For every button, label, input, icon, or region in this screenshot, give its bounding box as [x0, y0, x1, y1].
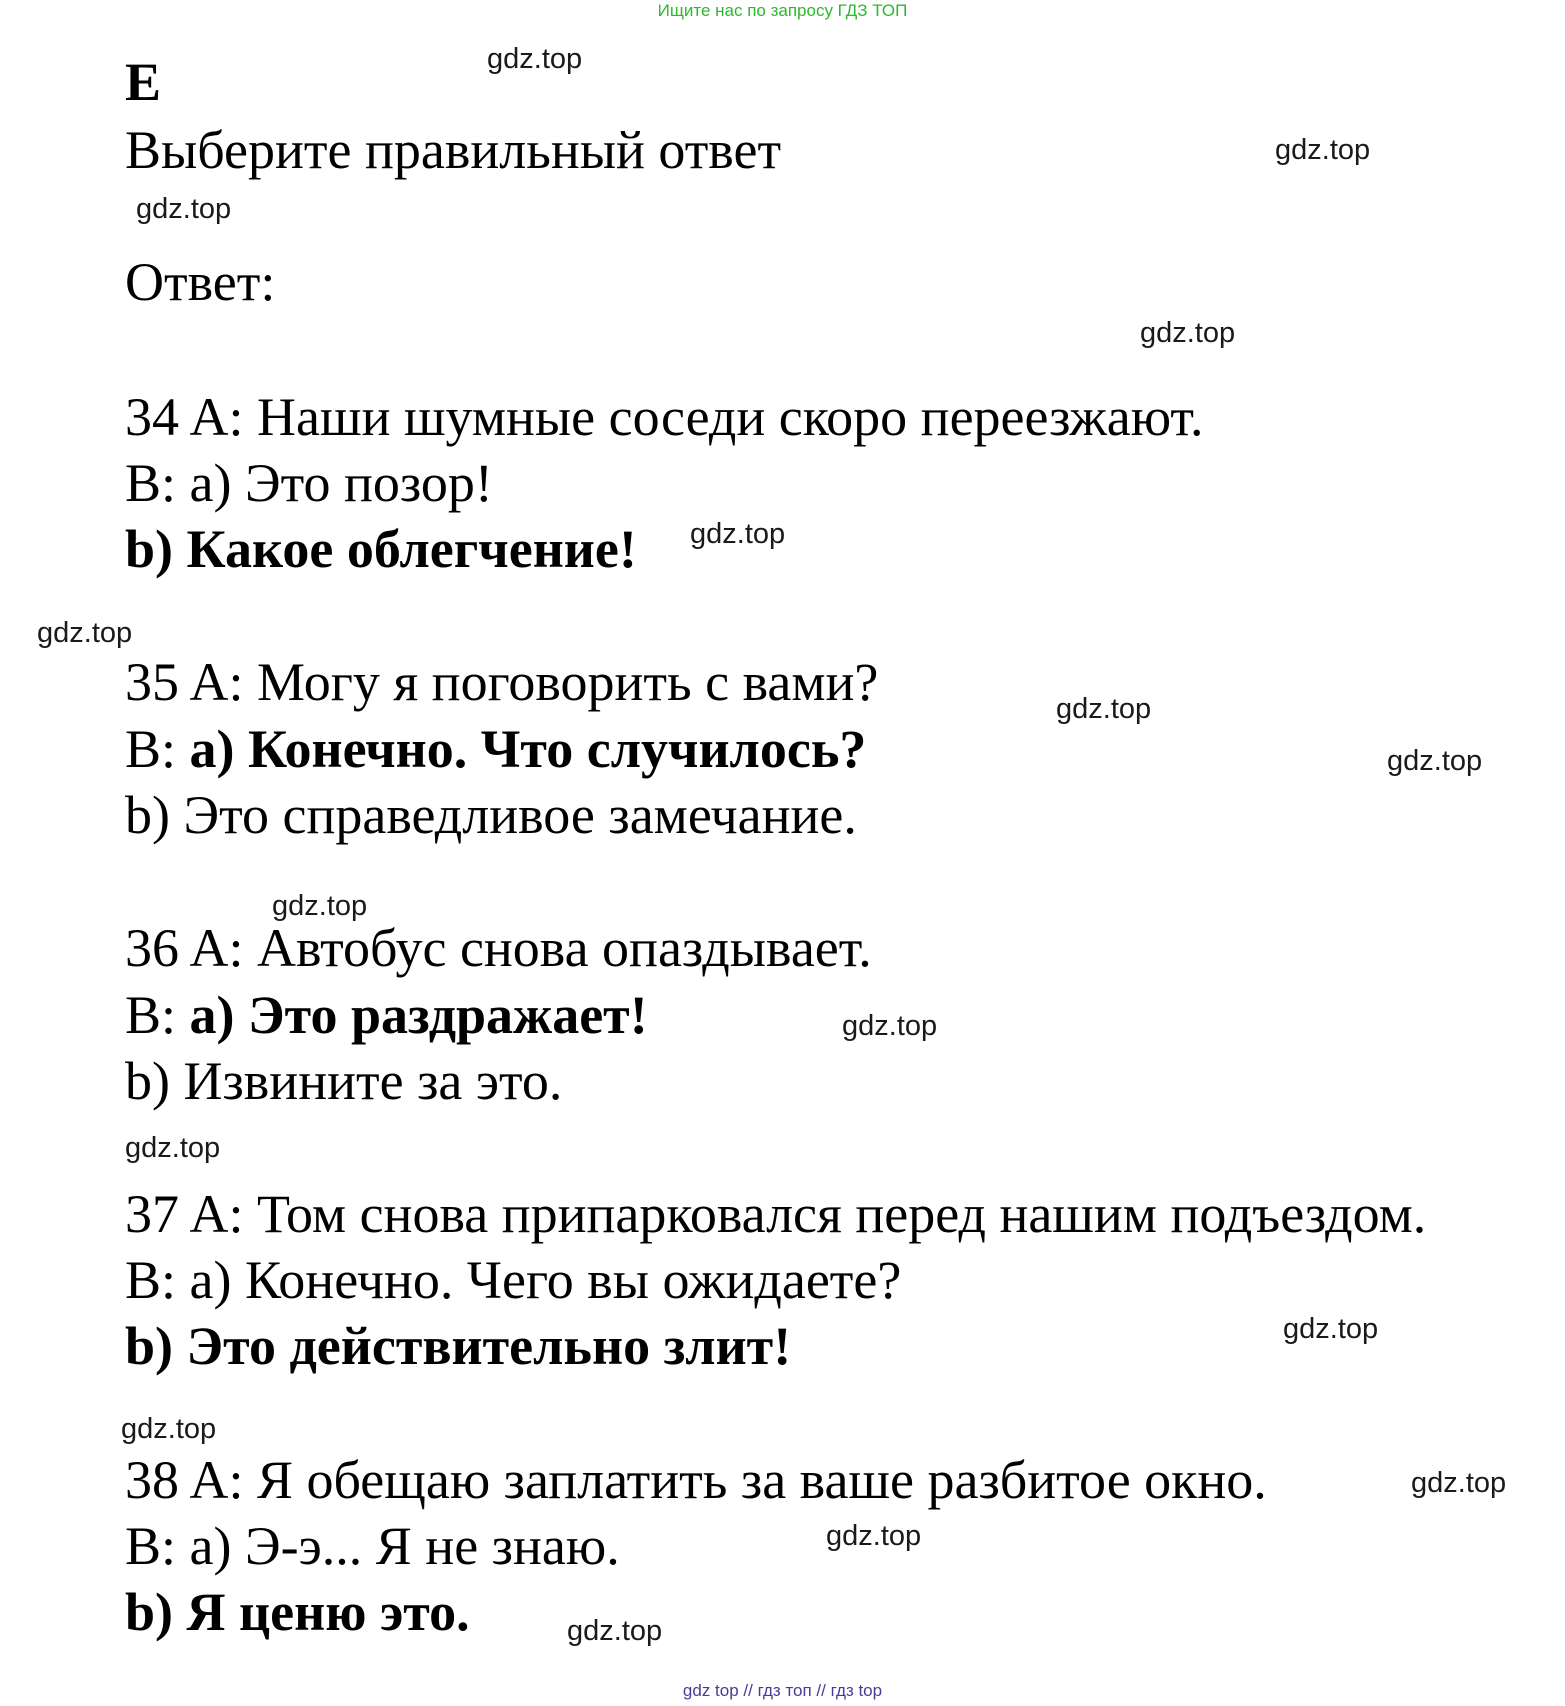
dialogue-36-option-b: b) Извините за это.: [125, 1051, 563, 1111]
watermark: gdz.top: [567, 1615, 663, 1647]
option-a-text: a) Конечно. Что случилось?: [189, 719, 867, 779]
b-prefix: B:: [125, 719, 190, 779]
b-prefix: B:: [125, 453, 190, 513]
watermark: gdz.top: [487, 43, 583, 75]
b-prefix: B:: [125, 1250, 190, 1310]
watermark: gdz.top: [1275, 134, 1371, 166]
b-prefix: B:: [125, 1516, 190, 1576]
dialogue-34-option-a: [125, 451, 493, 515]
instruction-text: Выберите правильный ответ: [125, 120, 782, 180]
dialogue-38-a-line: 38 A: Я обещаю заплатить за ваше разбитое окно.: [125, 1450, 1267, 1510]
watermark: gdz.top: [136, 193, 232, 225]
watermark: gdz.top: [1283, 1313, 1379, 1345]
option-a-text: a) Конечно. Чего вы ожидаете?: [189, 1250, 902, 1310]
dialogue-36-option-a: [125, 983, 648, 1047]
dialogue-36-a-line: 36 A: Автобус снова опаздывает.: [125, 918, 872, 978]
watermark: gdz.top: [37, 617, 133, 649]
dialogue-37-option-b: b) Это действительно злит!: [125, 1316, 792, 1376]
watermark: gdz.top: [690, 518, 786, 550]
watermark: gdz.top: [842, 1010, 938, 1042]
bottom-banner: gdz top // гдз топ // гдз top: [682, 1681, 883, 1700]
top-banner: Ищите нас по запросу ГДЗ ТОП: [657, 1, 908, 20]
dialogue-35-option-a: [125, 717, 866, 781]
watermark: gdz.top: [125, 1132, 221, 1164]
watermark: gdz.top: [1411, 1467, 1507, 1499]
option-a-text: a) Это позор!: [189, 453, 493, 513]
watermark: gdz.top: [1140, 317, 1236, 349]
watermark: gdz.top: [826, 1520, 922, 1552]
dialogue-35-a-line: 35 A: Могу я поговорить с вами?: [125, 652, 879, 712]
option-a-text: a) Это раздражает!: [189, 985, 648, 1045]
option-a-text: a) Э-э... Я не знаю.: [189, 1516, 620, 1576]
dialogue-35-option-b: b) Это справедливое замечание.: [125, 785, 857, 845]
dialogue-38-option-a: [125, 1514, 620, 1578]
dialogue-34-a-line: 34 A: Наши шумные соседи скоро переезжают.: [125, 387, 1204, 447]
dialogue-34-option-b: b) Какое облегчение!: [125, 519, 637, 579]
watermark: gdz.top: [121, 1413, 217, 1445]
dialogue-37-a-line: 37 A: Том снова припарковался перед нашим подъездом.: [125, 1184, 1427, 1244]
watermark: gdz.top: [272, 890, 368, 922]
watermark: gdz.top: [1387, 745, 1483, 777]
answer-label: Ответ:: [125, 252, 276, 312]
dialogue-38-option-b: b) Я ценю это.: [125, 1582, 470, 1642]
b-prefix: B:: [125, 985, 190, 1045]
watermark: gdz.top: [1056, 693, 1152, 725]
section-letter: E: [125, 52, 162, 112]
dialogue-37-option-a: [125, 1248, 901, 1312]
